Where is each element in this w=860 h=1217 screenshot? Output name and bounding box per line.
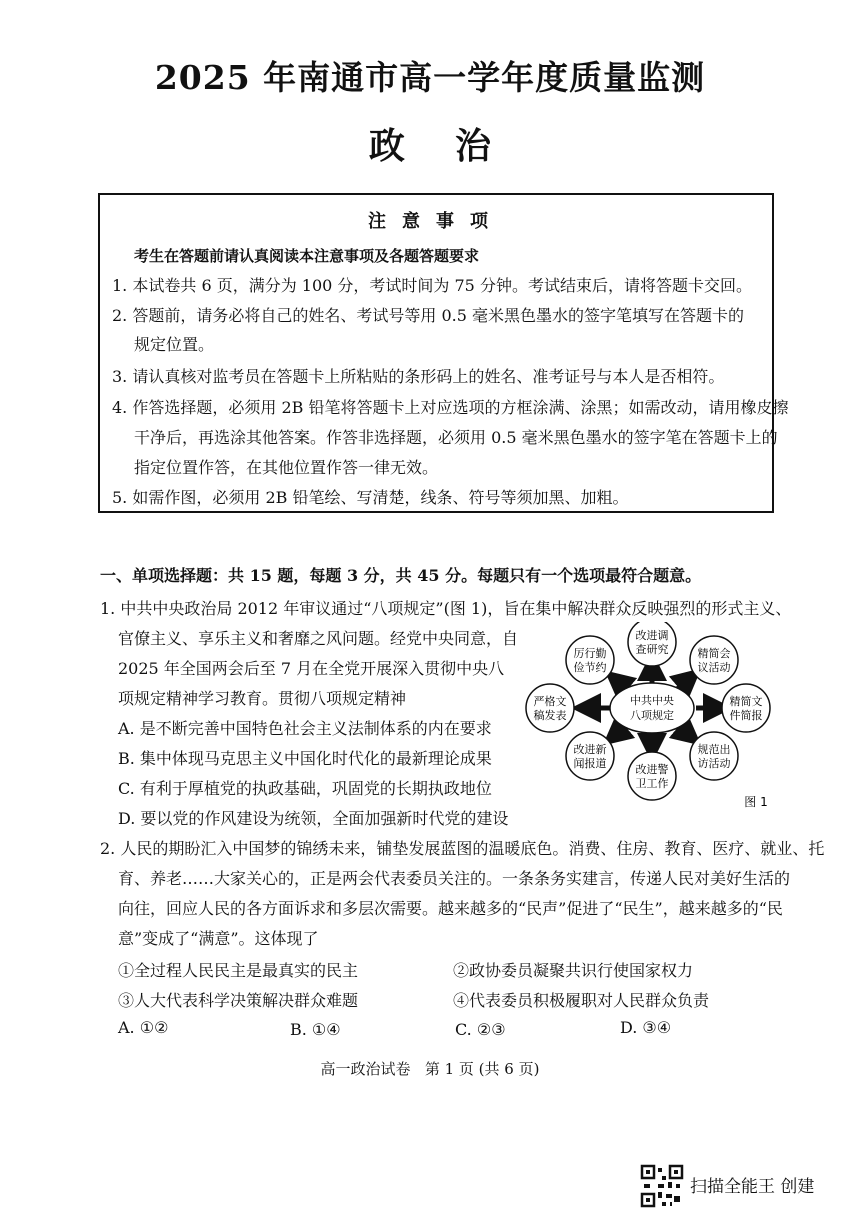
q1-line-4: 项规定精神学习教育。贯彻八项规定精神 (118, 689, 407, 708)
svg-text:俭节约: 俭节约 (573, 661, 607, 674)
notice-item-3: 3. 请认真核对监考员在答题卡上所粘贴的条形码上的姓名、准考证号与本人是否相符。 (112, 367, 725, 386)
q2-option-a: A. ①② (118, 1018, 169, 1037)
diagram-node-visits (690, 732, 738, 780)
svg-text:闻报道: 闻报道 (573, 757, 607, 770)
q2-option-d: D. ③④ (620, 1018, 672, 1037)
figure-caption: 图 1 (744, 795, 768, 809)
q2-option-b: B. ①④ (290, 1020, 341, 1039)
svg-text:访活动: 访活动 (697, 757, 731, 770)
svg-text:厉行勤: 厉行勤 (573, 647, 607, 660)
svg-text:严格文: 严格文 (533, 695, 567, 708)
q1-line-1: 1. 中共中央政治局 2012 年审议通过“八项规定”(图 1)，旨在集中解决群众反映强烈的形式主义、 (100, 599, 792, 618)
q2-line-1: 2. 人民的期盼汇入中国梦的锦绣未来，铺垫发展蓝图的温暖底色。消费、住房、教育、医疗、就业、托 (100, 839, 825, 858)
notice-item-4: 4. 作答选择题，必须用 2B 铅笔将答题卡上对应选项的方框涂满、涂黑；如需改动，请用橡皮擦 (112, 398, 789, 417)
svg-text:精简文: 精简文 (729, 695, 763, 708)
notice-item-2-cont: 规定位置。 (134, 335, 215, 354)
q2-statement-2: ②政协委员凝聚共识行使国家权力 (453, 961, 694, 980)
diagram-node-frugality (566, 636, 614, 684)
q2-line-4: 意”变成了“满意”。这体现了 (118, 929, 319, 948)
notice-box (98, 193, 789, 513)
notice-item-2: 2. 答题前，请务必将自己的姓名、考试号等用 0.5 毫米黑色墨水的签字笔填写在答题卡的 (112, 306, 744, 325)
svg-text:稿发表: 稿发表 (533, 709, 567, 722)
subject-title: 政 治 (368, 125, 492, 167)
svg-text:议活动: 议活动 (697, 661, 731, 674)
diagram-node-security (628, 752, 676, 800)
page-footer: 高一政治试卷 第 1 页 (共 6 页) (320, 1060, 540, 1078)
q1-option-c: C. 有利于厚植党的执政基础，巩固党的长期执政地位 (118, 779, 492, 798)
notice-item-4-cont1: 干净后，再选涂其他答案。作答非选择题，必须用 0.5 毫米黑色墨水的签字笔在答题卡上的 (134, 428, 778, 447)
section-title: 一、单项选择题：共 15 题，每题 3 分，共 45 分。每题只有一个选项最符合题意。 (100, 566, 702, 585)
q2-line-2: 育、养老……大家关心的，正是两会代表委员关注的。一条条务实建言，传递人民对美好生活的 (118, 869, 791, 888)
svg-text:改进调: 改进调 (635, 629, 669, 642)
diagram-node-survey (628, 622, 676, 666)
qr-code-icon (640, 1164, 684, 1208)
q2-option-c: C. ②③ (455, 1020, 506, 1039)
svg-text:件简报: 件简报 (729, 709, 763, 722)
q1-option-d: D. 要以党的作风建设为统领，全面加强新时代党的建设 (118, 809, 509, 828)
svg-text:查研究: 查研究 (635, 643, 669, 656)
q2-statement-3: ③人大代表科学决策解决群众难题 (118, 991, 359, 1010)
svg-text:改进新: 改进新 (573, 743, 607, 756)
svg-text:精简会: 精简会 (697, 647, 731, 660)
q1-option-b: B. 集中体现马克思主义中国化时代化的最新理论成果 (118, 749, 492, 768)
q1-line-3: 2025 年全国两会后至 7 月在全党开展深入贯彻中央八 (118, 659, 505, 678)
diagram-node-manuscripts (526, 684, 574, 732)
svg-text:卫工作: 卫工作 (635, 777, 669, 790)
diagram-node-meetings (690, 636, 738, 684)
scanner-watermark: 扫描全能王 创建 (690, 1177, 815, 1197)
svg-text:改进警: 改进警 (635, 763, 669, 776)
q1-option-a: A. 是不断完善中国特色社会主义法制体系的内在要求 (118, 719, 492, 738)
eight-rules-diagram (518, 622, 772, 812)
diagram-center-line2: 八项规定 (630, 709, 674, 722)
exam-title: 2025 年南通市高一学年度质量监测 (154, 58, 706, 97)
q2-line-3: 向往，回应人民的各方面诉求和多层次需要。越来越多的“民声”促进了“民生”，越来越多的“民 (118, 899, 783, 918)
diagram-center-line1: 中共中央 (630, 694, 674, 707)
notice-item-5: 5. 如需作图，必须用 2B 铅笔绘、写清楚，线条、符号等须加黑、加粗。 (112, 488, 629, 507)
diagram-node-news (566, 732, 614, 780)
notice-item-4-cont2: 指定位置作答，在其他位置作答一律无效。 (134, 458, 439, 477)
svg-text:规范出: 规范出 (697, 743, 731, 756)
notice-item-1: 1. 本试卷共 6 页，满分为 100 分，考试时间为 75 分钟。考试结束后，请将答题卡交回。 (112, 276, 752, 295)
q2-statement-4: ④代表委员积极履职对人民群众负责 (453, 991, 710, 1010)
notice-title: 注意事项 (368, 211, 504, 232)
q2-statement-1: ①全过程人民民主是最真实的民主 (118, 961, 359, 980)
diagram-center (610, 683, 694, 733)
q1-line-2: 官僚主义、享乐主义和奢靡之风问题。经党中央同意，自 (118, 629, 519, 648)
diagram-node-documents (722, 684, 770, 732)
notice-instruction: 考生在答题前请认真阅读本注意事项及各题答题要求 (134, 247, 480, 265)
